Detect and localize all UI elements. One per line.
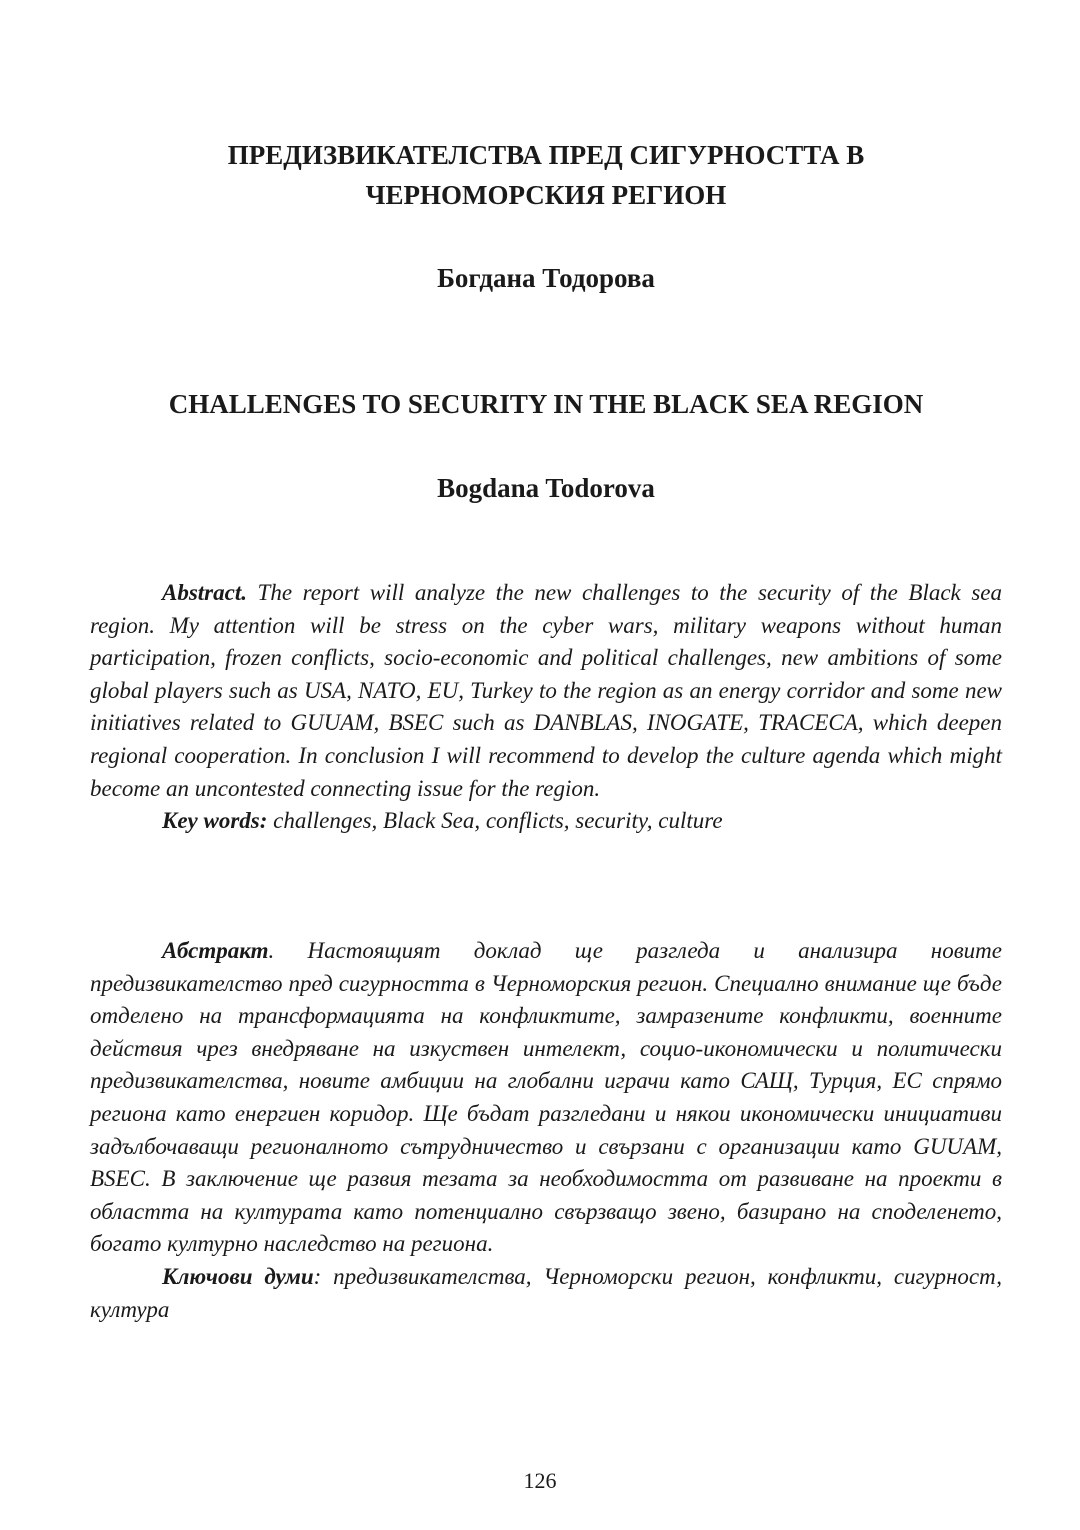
abstract-en-paragraph bbox=[90, 577, 1002, 805]
title-en: CHALLENGES TO SECURITY IN THE BLACK SEA REGION bbox=[168, 389, 924, 419]
author-en: Bogdana Todorova bbox=[437, 473, 655, 503]
abstract-en bbox=[90, 577, 1002, 838]
abstract-bg-label: Абстракт bbox=[162, 938, 269, 963]
abstract-en-label: Abstract. bbox=[162, 580, 247, 605]
page-number: 126 bbox=[523, 1468, 557, 1493]
title-bg-line-1: ПРЕДИЗВИКАТЕЛСТВА ПРЕД СИГУРНОСТТА В bbox=[227, 140, 865, 170]
keywords-en-text: challenges, Black Sea, conflicts, security, culture bbox=[267, 808, 723, 834]
abstract-bg-paragraph bbox=[90, 935, 1002, 1261]
title-bg bbox=[90, 135, 1002, 215]
abstract-bg-text: . Настоящият доклад ще разгледа и анализира новите предизвикателство пред сигурността в Черноморския регион. Специално внимание ще бъде отделено на трансформацията на конфликтите, замразените конфликти, военните действия чрез внедряване на изкуствен интелект, социо-икономически и политически предизвикателства, новите амбиции на глобални играчи като САЩ, Турция, ЕС спрямо региона като енергиен коридор. Ще бъдат разгледани и някои икономически инициативи задълбочаващи регионалното сътрудничество и свързани с организации като GUUAM, BSEC. В заключение ще развия тезата за необходимостта от развиване на проекти в областта на културата като потенциално свързващо звено, базирано на споделенето, богато културно наследство на региона. bbox=[90, 938, 1002, 1257]
keywords-bg-text: : предизвикателства, Черноморски регион, конфликти, сигурност, култура bbox=[90, 1263, 1002, 1322]
keywords-en-label: Key words: bbox=[162, 808, 268, 834]
keywords-en-paragraph bbox=[90, 805, 1002, 838]
title-bg-line-2: ЧЕРНОМОРСКИЯ РЕГИОН bbox=[365, 180, 727, 210]
keywords-bg-label: Ключови думи bbox=[162, 1263, 314, 1289]
keywords-bg-paragraph bbox=[90, 1261, 1002, 1326]
author-bg: Богдана Тодорова bbox=[437, 263, 655, 293]
abstract-en-text: The report will analyze the new challenges to the security of the Black sea region. My attention will be stress on the cyber wars, military weapons without human participation, frozen conflicts, socio-economic and political challenges, new ambitions of some global players such as USA, NATO, EU, Turkey to the region as an energy corridor and some new initiatives related to GUUAM, BSEC such as DANBLAS, INOGATE, TRACECA, which deepen regional cooperation. In conclusion I will recommend to develop the culture agenda which might become an uncontested connecting issue for the region. bbox=[90, 580, 1002, 801]
abstract-bg bbox=[90, 935, 1002, 1326]
